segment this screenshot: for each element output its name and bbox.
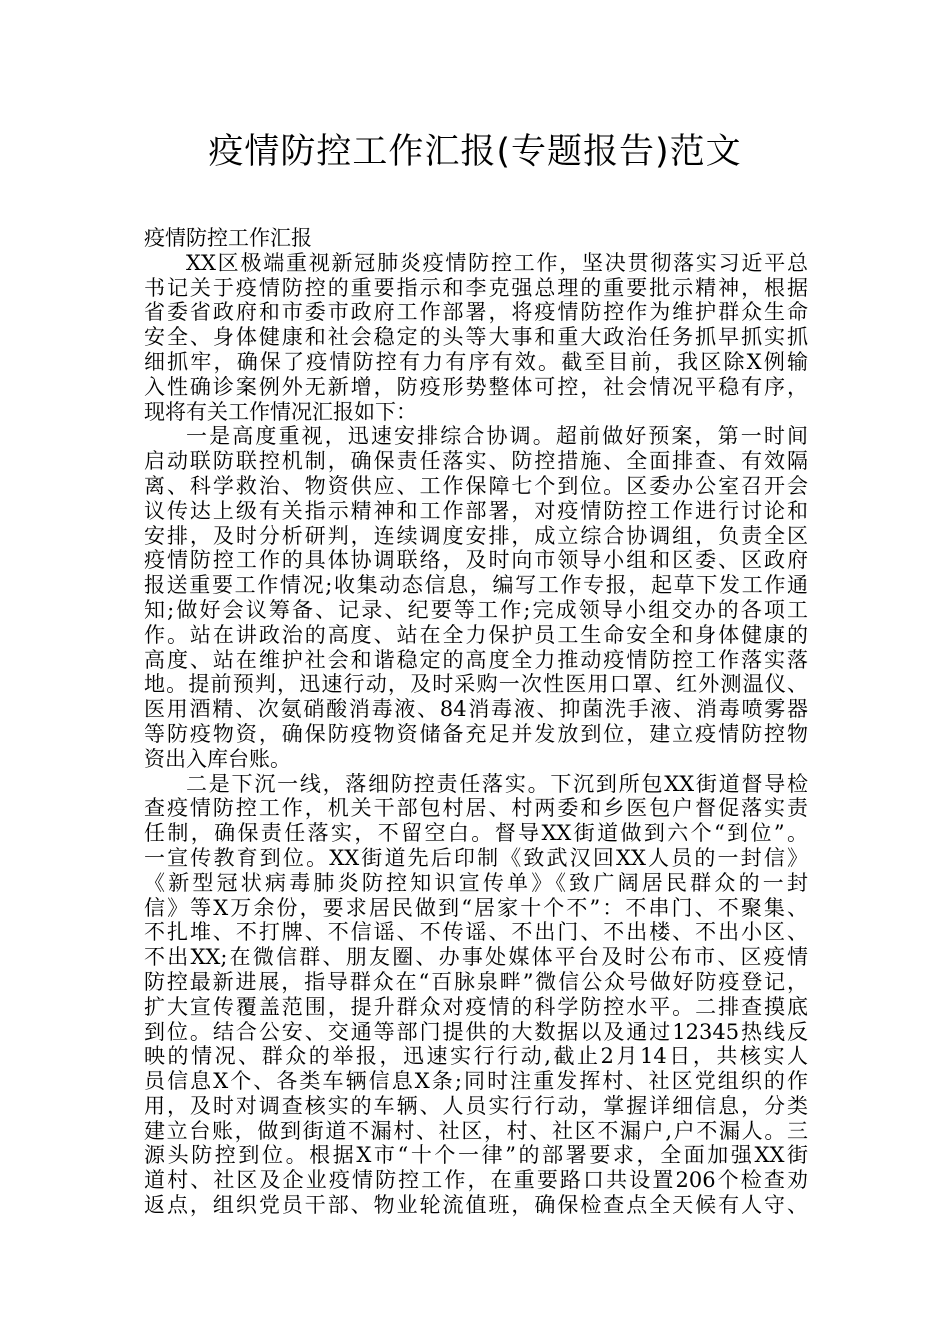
text-line: 员信息X个、各类车辆信息X条;同时注重发挥村、社区党组织的作 <box>144 1069 808 1094</box>
text-line: 到位。结合公安、交通等部门提供的大数据以及通过12345热线反 <box>144 1019 808 1044</box>
text-line: 地。提前预判，迅速行动，及时采购一次性医用口罩、红外测温仪、 <box>144 672 808 697</box>
text-line: 信》等X万余份，要求居民做到“居家十个不”：不串门、不聚集、 <box>144 895 808 920</box>
text-line: 入性确诊案例外无新增，防疫形势整体可控，社会情况平稳有序， <box>144 374 808 399</box>
document-title: 疫情防控工作汇报(专题报告)范文 <box>208 132 742 172</box>
text-line: 扩大宣传覆盖范围，提升群众对疫情的科学防控水平。二排查摸底 <box>144 994 808 1019</box>
text-line: 用，及时对调查核实的车辆、人员实行行动，掌握详细信息，分类 <box>144 1093 808 1118</box>
text-line: 医用酒精、次氨硝酸消毒液、84消毒液、抑菌洗手液、消毒喷雾器 <box>144 697 808 722</box>
text-line: 疫情防控工作的具体协调联络，及时向市领导小组和区委、区政府 <box>144 548 808 573</box>
text-line: 议传达上级有关指示精神和工作部署，对疫情防控工作进行讨论和 <box>144 498 808 523</box>
text-line: 报送重要工作情况;收集动态信息，编写工作专报，起草下发工作通 <box>144 573 808 598</box>
text-line: 等防疫物资，确保防疫物资储备充足并发放到位，建立疫情防控物 <box>144 721 808 746</box>
text-line: 二是下沉一线，落细防控责任落实。下沉到所包XX街道督导检 <box>186 771 808 796</box>
text-line: 返点，组织党员干部、物业轮流值班，确保检查点全天候有人守、 <box>144 1193 808 1218</box>
text-line: 离、科学救治、物资供应、工作保障七个到位。区委办公室召开会 <box>144 473 808 498</box>
text-line: 建立台账，做到街道不漏村、社区，村、社区不漏户,户不漏人。三 <box>144 1118 808 1143</box>
text-line: 知;做好会议筹备、记录、纪要等工作;完成领导小组交办的各项工 <box>144 597 808 622</box>
text-line: 细抓牢，确保了疫情防控有力有序有效。截至目前，我区除X例输 <box>144 349 808 374</box>
text-line: 不出XX;在微信群、朋友圈、办事处媒体平台及时公布市、区疫情 <box>144 945 808 970</box>
text-line: XX区极端重视新冠肺炎疫情防控工作，坚决贯彻落实习近平总 <box>186 250 808 275</box>
text-line: 查疫情防控工作，机关干部包村居、村两委和乡医包户督促落实责 <box>144 796 808 821</box>
text-line: 源头防控到位。根据X市“十个一律”的部署要求，全面加强XX街 <box>144 1143 808 1168</box>
text-line: 道村、社区及企业疫情防控工作，在重要路口共设置206个检查劝 <box>144 1168 808 1193</box>
text-line: 《新型冠状病毒肺炎防控知识宣传单》《致广阔居民群众的一封 <box>144 870 808 895</box>
text-line: 任制，确保责任落实，不留空白。督导XX街道做到六个“到位”。 <box>144 821 808 846</box>
text-line: 资出入库台账。 <box>144 746 291 771</box>
text-line: 不扎堆、不打牌、不信谣、不传谣、不出门、不出楼、不出小区、 <box>144 920 808 945</box>
document-body <box>144 226 808 1218</box>
text-line: 映的情况、群众的举报，迅速实行行动,截止2月14日，共核实人 <box>144 1044 808 1069</box>
text-line: 省委省政府和市委市政府工作部署，将疫情防控作为维护群众生命 <box>144 300 808 325</box>
text-line: 书记关于疫情防控的重要指示和李克强总理的重要批示精神，根据 <box>144 275 808 300</box>
text-line: 一是高度重视，迅速安排综合协调。超前做好预案，第一时间 <box>186 424 808 449</box>
body-text <box>144 251 808 1218</box>
text-line: 安排，及时分析研判，连续调度安排，成立综合协调组，负责全区 <box>144 523 808 548</box>
text-line: 高度、站在维护社会和谐稳定的高度全力推动疫情防控工作落实落 <box>144 647 808 672</box>
text-line: 安全、身体健康和社会稳定的头等大事和重大政治任务抓早抓实抓 <box>144 325 808 350</box>
text-line: 启动联防联控机制，确保责任落实、防控措施、全面排查、有效隔 <box>144 449 808 474</box>
text-line: 防控最新进展，指导群众在“百脉泉畔”微信公众号做好防疫登记， <box>144 969 808 994</box>
text-line: 一宣传教育到位。XX街道先后印制《致武汉回XX人员的一封信》 <box>144 845 808 870</box>
text-line: 现将有关工作情况汇报如下： <box>144 399 417 424</box>
text-line: 作。站在讲政治的高度、站在全力保护员工生命安全和身体健康的 <box>144 622 808 647</box>
document-subtitle: 疫情防控工作汇报 <box>144 226 312 250</box>
